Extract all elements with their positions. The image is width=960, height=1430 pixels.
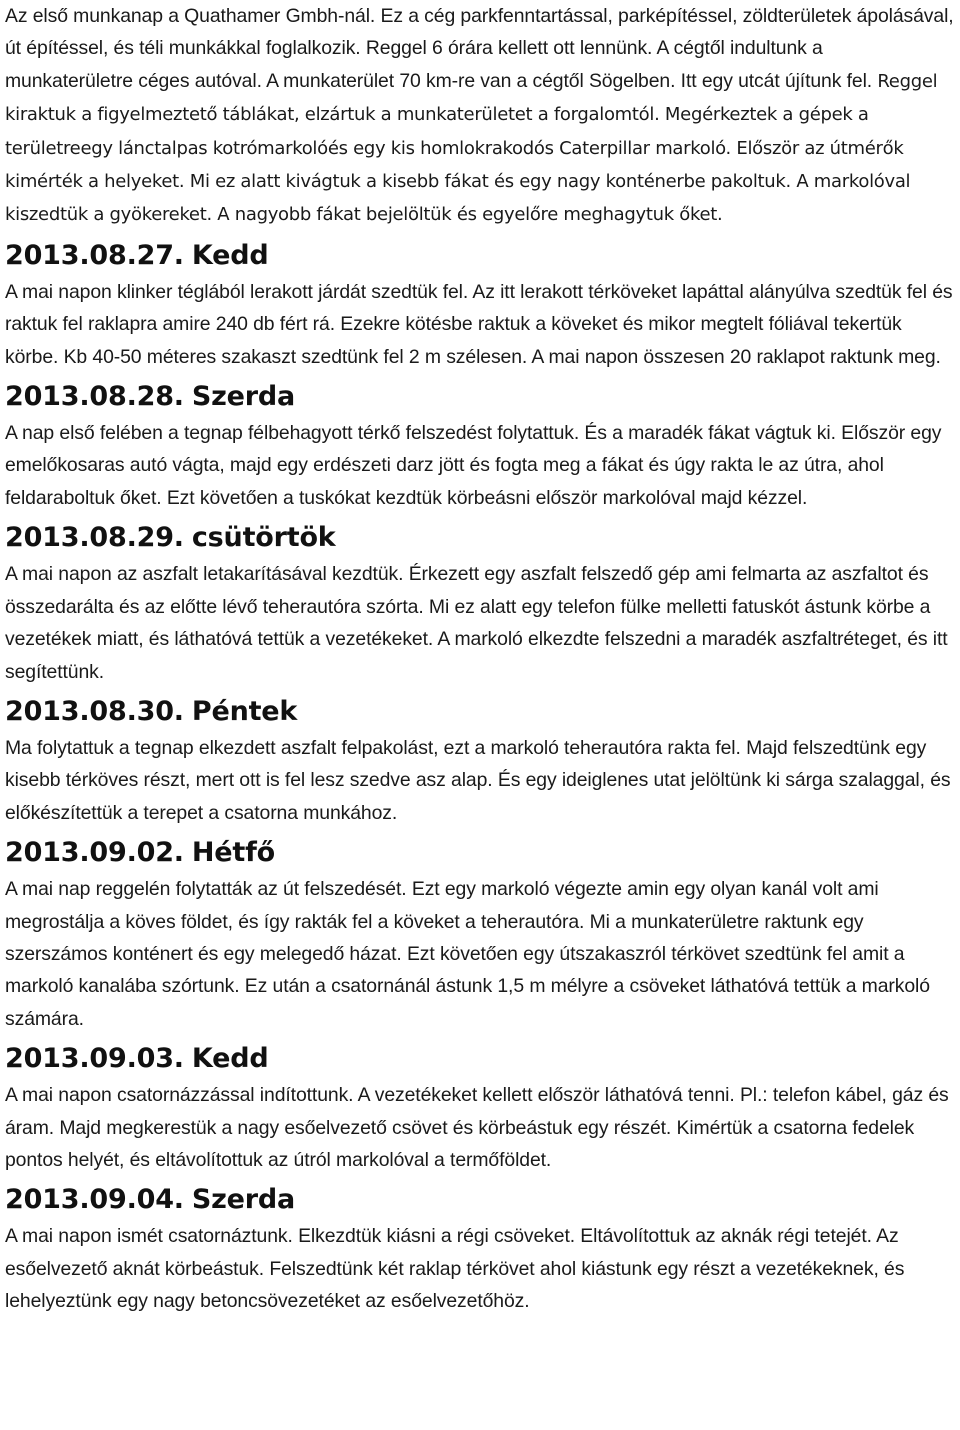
entry-heading (5, 1035, 955, 1079)
entry-date: 2013.08.30. (5, 695, 184, 727)
entry-date: 2013.08.29. (5, 522, 184, 554)
entry-day: Szerda (191, 1184, 296, 1216)
intro-text-part-2: Reggel kiraktuk a figyelmeztető táblákat, elzártuk a munkaterületet a forgalomtól. Megérkeztek a gépek a területreegy lánctalpas kotrómarkolóés egy kis homlokrakodós Caterpillar markoló. Először az útmérők kimérték a helyeket. Mi ez alatt kivágtuk a kisebb fákat és egy nagy konténerbe pakoltuk. A markolóval kiszedtük a gyökereket. A nagyobb fákat bejelöltük és egyelőre meghagytuk őket. (5, 70, 938, 226)
entry-heading (5, 688, 955, 732)
entry-heading (5, 829, 955, 873)
entry-body: A mai napon az aszfalt letakarításával kezdtük. Érkezett egy aszfalt felszedő gép ami felmarta az aszfaltot és összedarálta és az előtte lévő teherautóra szórta. Mi ez alatt egy telefon fülke melletti fatuskót ástunk körbe a vezetékek miatt, és láthatóvá tettük a vezetékeket. A markoló elkezdte felszedni a maradék aszfaltréteget, és itt segítettünk. (5, 563, 948, 683)
entry-day: Kedd (191, 239, 269, 271)
intro-text-part-1: Az első munkanap a Quathamer Gmbh-nál. Ez a cég parkfenntartással, parképítéssel, zöldterületek ápolásával, út építéssel, és téli munkákkal foglalkozik. Reggel 6 órára kellett ott lennünk. A cégtől indultunk a munkaterületre céges autóval. A munkaterület 70 km-re van a cégtől Sögelben. Itt egy utcát újítunk fel. (5, 5, 954, 92)
entry-body: A mai nap reggelén folytatták az út felszedését. Ezt egy markoló végezte amin egy olyan kanál volt ami megrostálja a köves földet, és így rakták fel a köveket a teherautóra. Mi a munkaterületre raktunk egy szerszámos konténert és egy melegedő házat. Ezt követően egy útszakaszról térkövet szedtünk fel amit a markoló kanalába szórtunk. Ez után a csatornánál ástunk 1,5 m mélyre a csöveket láthatóvá tettük a markoló számára. (5, 878, 930, 1030)
entry-body: A mai napon ismét csatornáztunk. Elkezdtük kiásni a régi csöveket. Eltávolítottuk az aknák régi tetejét. Az esőelvezető aknát körbeástuk. Felszedtünk két raklap térkövet ahol kiástunk egy részt a vezetékeknek, és lehelyeztünk egy nagy betoncsövezetéket az esőelvezetőhöz. (5, 1225, 905, 1313)
entry-day: Szerda (191, 381, 296, 413)
entry-body: A nap első felében a tegnap félbehagyott térkő felszedést folytattuk. És a maradék fákat vágtuk ki. Először egy emelőkosaras autó vágta, majd egy erdészeti darz jött és fogta meg a fákat és úgy rakta le az útra, ahol feldaraboltuk őket. Ezt követően a tuskókat kezdtük körbeásni először markolóval majd kézzel. (5, 422, 942, 509)
entry-body: A mai napon csatornázzással indítottunk. A vezetékeket kellett először láthatóvá tenni. Pl.: telefon kábel, gáz és áram. Majd megkerestük a nagy esőelvezető csövet és körbeástuk egy részét. Kimértük a csatorna fedelek pontos helyét, és eltávolítottuk az útról markolóval a termőföldet. (5, 1084, 949, 1171)
entry-date: 2013.08.27. (5, 239, 184, 271)
entry-body: A mai napon klinker téglából lerakott járdát szedtük fel. Az itt lerakott térköveket lapáttal alányúlva szedtük fel és raktuk fel raklapra amire 240 db fért rá. Ezekre kötésbe raktuk a köveket és mikor megtelt fóliával tekertük körbe. Kb 40-50 méteres szakaszt szedtünk fel 2 m szélesen. A mai napon összesen 20 raklapot raktunk meg. (5, 280, 953, 368)
entry-day: csütörtök (191, 522, 336, 554)
entry-date: 2013.08.28. (5, 381, 184, 413)
entry-date: 2013.09.04. (5, 1184, 184, 1216)
entry-body: Ma folytattuk a tegnap elkezdett aszfalt felpakolást, ezt a markoló teherautóra rakta fel. Majd felszedtünk egy kisebb térköves részt, mert ott is fel lesz szedve asz alap. És egy ideiglenes utat jelöltünk ki sárga szalaggal, és előkészítettük a terepet a csatorna munkához. (5, 736, 951, 824)
entry-heading (5, 373, 955, 417)
document-page (5, 0, 955, 1318)
entry-day: Péntek (191, 695, 298, 727)
entry-day: Kedd (191, 1043, 269, 1075)
intro-paragraph (5, 0, 955, 232)
entry-heading (5, 232, 955, 276)
entry-date: 2013.09.02. (5, 837, 184, 869)
entry-heading (5, 514, 955, 558)
entry-date: 2013.09.03. (5, 1043, 184, 1075)
entry-day: Hétfő (191, 837, 275, 869)
entry-heading (5, 1176, 955, 1220)
